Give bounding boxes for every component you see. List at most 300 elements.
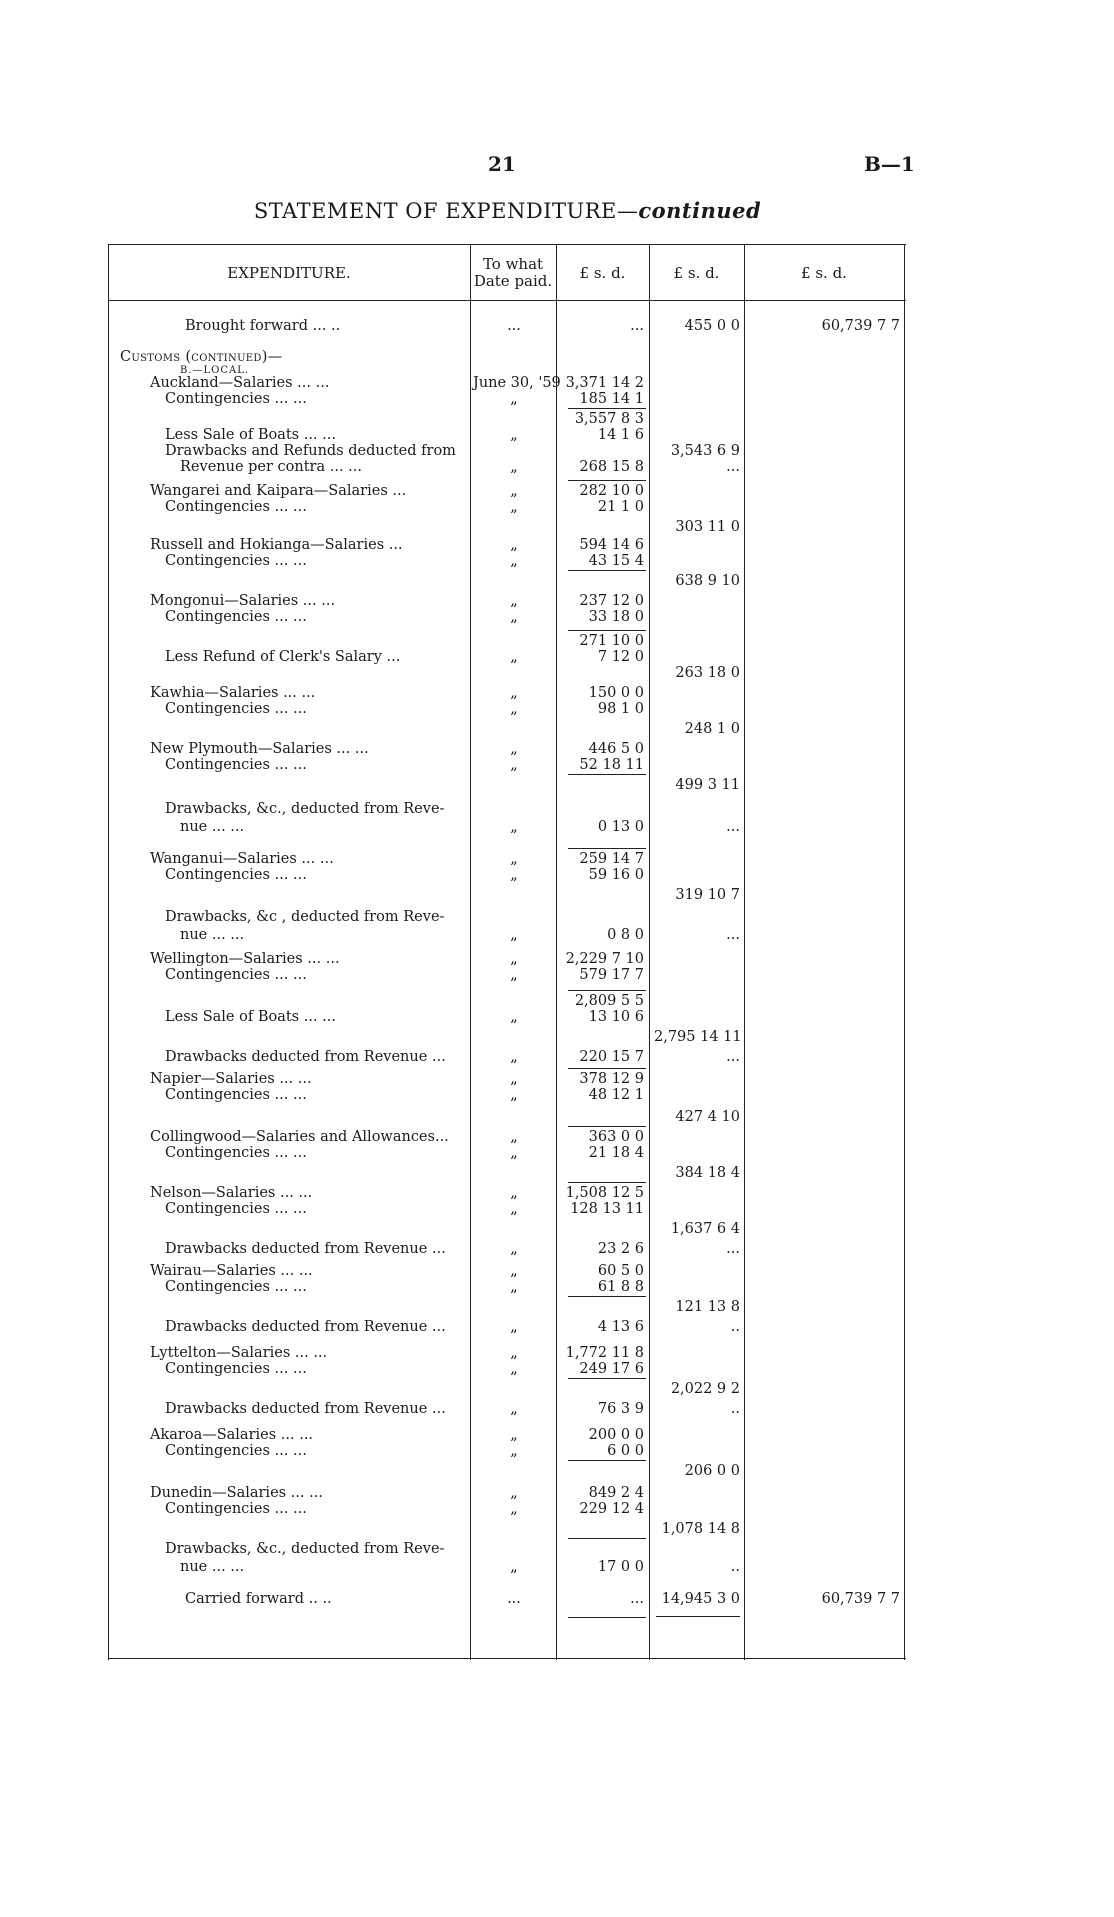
row-amount-col-1: 150 0 0	[588, 685, 644, 701]
row-amount-col-3	[744, 866, 900, 884]
row-amount-col-2: ..	[730, 1401, 740, 1417]
row-date-paid: „	[510, 1087, 518, 1103]
row-description: Contingencies ... ...	[165, 1087, 307, 1103]
subtotal-rule	[568, 1378, 646, 1379]
row-description: Revenue per contra ... ...	[180, 459, 363, 475]
row-amount-col-3	[744, 572, 900, 590]
subtotal-rule	[568, 1126, 646, 1127]
row-amount-col-2	[654, 1200, 740, 1218]
row-description	[120, 1028, 500, 1046]
row-amount-col-2: 1,078 14 8	[661, 1521, 740, 1537]
header-col-3: £ s. d.	[801, 263, 847, 282]
row-amount-col-3	[744, 664, 900, 682]
row-amount-col-1: 0 8 0	[607, 927, 644, 943]
row-description: Akaroa—Salaries ... ...	[150, 1427, 314, 1443]
row-amount-col-1	[558, 1380, 644, 1398]
table-row	[108, 776, 906, 794]
row-amount-col-1: 3,371 14 2	[565, 375, 644, 391]
subtotal-rule	[568, 408, 646, 409]
row-amount-col-1	[558, 886, 644, 904]
row-description: Drawbacks, &c., deducted from Reve-	[165, 1541, 445, 1557]
row-description: Drawbacks deducted from Revenue ...	[165, 1241, 446, 1257]
row-amount-col-3	[744, 1220, 900, 1238]
row-date-paid: „	[510, 1443, 518, 1459]
row-amount-col-3	[744, 1240, 900, 1258]
table-row	[108, 1400, 906, 1418]
row-description: Nelson—Salaries ... ...	[150, 1185, 313, 1201]
row-amount-col-1: 21 18 4	[588, 1145, 644, 1161]
row-amount-col-2: 2,795 14 11	[654, 1029, 742, 1045]
row-description: Customs (continued)—	[120, 349, 283, 365]
row-description: Wangarei and Kaipara—Salaries ...	[150, 483, 407, 499]
row-description: Contingencies ... ...	[165, 867, 307, 883]
row-amount-col-2: 455 0 0	[684, 318, 740, 334]
row-amount-col-1: 52 18 11	[579, 757, 644, 773]
row-amount-col-1	[558, 1298, 644, 1316]
row-amount-col-2: 14,945 3 0	[661, 1591, 740, 1607]
row-amount-col-1: 2,809 5 5	[574, 993, 644, 1009]
row-description: Napier—Salaries ... ...	[150, 1071, 312, 1087]
row-amount-col-3	[744, 1200, 900, 1218]
row-date-paid: „	[510, 649, 518, 665]
row-amount-col-2	[654, 498, 740, 516]
row-date-paid: „	[510, 1427, 518, 1443]
row-amount-col-3	[744, 908, 900, 926]
row-amount-col-2	[654, 908, 740, 926]
row-date-paid: „	[510, 593, 518, 609]
row-amount-col-1: 220 15 7	[579, 1049, 644, 1065]
row-description: Contingencies ... ...	[165, 391, 307, 407]
row-amount-col-1: 259 14 7	[579, 851, 644, 867]
page-number: 21	[488, 152, 516, 176]
table-row	[108, 1298, 906, 1316]
row-date-paid	[473, 1028, 555, 1046]
table-row	[108, 966, 906, 984]
row-amount-col-3	[744, 518, 900, 536]
row-description: Collingwood—Salaries and Allowances...	[150, 1129, 449, 1145]
row-description: Less Sale of Boats ... ...	[165, 427, 336, 443]
row-amount-col-1: 1,508 12 5	[565, 1185, 644, 1201]
row-amount-col-2: 499 3 11	[675, 777, 740, 793]
row-amount-col-2: 303 11 0	[675, 519, 740, 535]
row-description: Contingencies ... ...	[165, 1279, 307, 1295]
table-row	[108, 1240, 906, 1258]
row-amount-col-3	[744, 1462, 900, 1480]
row-date-paid: „	[510, 1241, 518, 1257]
row-amount-col-1	[558, 776, 644, 794]
subtotal-rule	[568, 774, 646, 775]
table-row	[108, 498, 906, 516]
subtotal-rule	[568, 990, 646, 991]
table-row	[108, 458, 906, 476]
header-col-1: £ s. d.	[579, 263, 626, 282]
row-date-paid	[473, 572, 555, 590]
row-amount-col-3	[744, 1360, 900, 1378]
row-date-paid	[473, 1108, 555, 1126]
row-amount-col-2: ...	[726, 1049, 740, 1065]
row-amount-col-1: 128 13 11	[570, 1201, 644, 1217]
row-amount-col-1: 229 12 4	[579, 1501, 644, 1517]
header-date-line-2: Date paid.	[473, 272, 553, 290]
row-amount-col-1: 446 5 0	[588, 741, 644, 757]
sum-rule	[568, 1617, 646, 1618]
title-continued: continued	[638, 198, 762, 223]
row-amount-col-1	[558, 1462, 644, 1480]
row-date-paid: „	[510, 1049, 518, 1065]
row-amount-col-2	[654, 552, 740, 570]
row-description: Brought forward ... ..	[185, 318, 341, 334]
subtotal-rule	[568, 1182, 646, 1183]
row-date-paid	[473, 1462, 555, 1480]
row-amount-col-3	[744, 1164, 900, 1182]
table-row	[108, 1048, 906, 1066]
row-amount-col-3	[744, 1278, 900, 1296]
table-row	[108, 720, 906, 738]
page-title	[0, 198, 1015, 223]
row-amount-col-1: 43 15 4	[588, 553, 644, 569]
row-amount-col-1	[558, 1028, 644, 1046]
table-row	[108, 1200, 906, 1218]
row-date-paid: „	[510, 1129, 518, 1145]
row-amount-col-2: ...	[726, 1241, 740, 1257]
row-amount-col-1: 3,557 8 3	[574, 411, 644, 427]
table-row	[108, 1108, 906, 1126]
table-row	[108, 518, 906, 536]
row-description: Contingencies ... ...	[165, 499, 307, 515]
table-row	[108, 1220, 906, 1238]
row-date-paid: „	[510, 1345, 518, 1361]
row-amount-col-3: 60,739 7 7	[821, 318, 900, 334]
row-amount-col-1	[558, 908, 644, 926]
row-amount-col-2	[654, 966, 740, 984]
row-description: nue ... ...	[180, 1559, 245, 1575]
row-amount-col-2	[654, 800, 740, 818]
row-amount-col-3	[744, 1500, 900, 1518]
row-amount-col-2: ..	[730, 1559, 740, 1575]
row-amount-col-1	[558, 800, 644, 818]
row-amount-col-3	[744, 926, 900, 944]
row-description: Contingencies ... ...	[165, 553, 307, 569]
row-date-paid: „	[510, 537, 518, 553]
table-row	[108, 317, 906, 335]
row-amount-col-3	[744, 608, 900, 626]
row-amount-col-3	[744, 1558, 900, 1576]
row-description: Drawbacks, &c., deducted from Reve-	[165, 801, 445, 817]
row-amount-col-3	[744, 1028, 900, 1046]
row-amount-col-1: 23 2 6	[597, 1241, 644, 1257]
row-amount-col-2: 319 10 7	[675, 887, 740, 903]
table-row	[108, 572, 906, 590]
row-amount-col-3	[744, 1380, 900, 1398]
subtotal-rule	[568, 1068, 646, 1069]
row-amount-col-3	[744, 458, 900, 476]
table-row	[108, 1520, 906, 1538]
row-amount-col-3	[744, 966, 900, 984]
row-description: Drawbacks deducted from Revenue ...	[165, 1401, 446, 1417]
row-amount-col-2	[654, 1278, 740, 1296]
row-date-paid: „	[510, 685, 518, 701]
row-amount-col-1: 849 2 4	[588, 1485, 644, 1501]
page-reference: B—1	[864, 152, 915, 176]
row-date-paid: „	[510, 757, 518, 773]
row-date-paid: ...	[507, 318, 521, 334]
row-description: Contingencies ... ...	[165, 1201, 307, 1217]
row-date-paid	[473, 720, 555, 738]
row-amount-col-2: 638 9 10	[675, 573, 740, 589]
row-date-paid: „	[510, 1145, 518, 1161]
row-description: Mongonui—Salaries ... ...	[150, 593, 336, 609]
row-date-paid: „	[510, 1559, 518, 1575]
row-amount-col-2	[654, 390, 740, 408]
row-amount-col-1: 0 13 0	[597, 819, 644, 835]
row-description: Wairau—Salaries ... ...	[150, 1263, 313, 1279]
row-amount-col-1: 249 17 6	[579, 1361, 644, 1377]
row-date-paid: „	[510, 1009, 518, 1025]
row-amount-col-1: 271 10 0	[579, 633, 644, 649]
table-top-rule	[108, 244, 906, 245]
table-row	[108, 1380, 906, 1398]
table-row	[108, 1164, 906, 1182]
table-row	[108, 552, 906, 570]
table-row	[108, 800, 906, 818]
row-amount-col-2	[654, 1144, 740, 1162]
table-row	[108, 908, 906, 926]
row-amount-col-3	[744, 1318, 900, 1336]
table-row	[108, 1590, 906, 1608]
row-amount-col-3	[744, 1008, 900, 1026]
row-amount-col-3	[744, 1442, 900, 1460]
row-amount-col-2: 248 1 0	[684, 721, 740, 737]
row-date-paid: „	[510, 951, 518, 967]
row-amount-col-2: 2,022 9 2	[670, 1381, 740, 1397]
row-description: nue ... ...	[180, 819, 245, 835]
title-main: STATEMENT OF EXPENDITURE—	[253, 199, 639, 223]
row-date-paid: „	[510, 427, 518, 443]
row-description: Contingencies ... ...	[165, 609, 307, 625]
row-description: Wanganui—Salaries ... ...	[150, 851, 334, 867]
row-amount-col-2: 3,543 6 9	[670, 443, 740, 459]
subtotal-rule	[568, 848, 646, 849]
row-date-paid: „	[510, 701, 518, 717]
table-bottom-rule	[108, 1658, 906, 1659]
row-date-paid: „	[510, 867, 518, 883]
row-amount-col-1: 6 0 0	[607, 1443, 644, 1459]
row-amount-col-1: 13 10 6	[588, 1009, 644, 1025]
row-amount-col-3	[744, 1520, 900, 1538]
row-amount-col-1	[558, 1540, 644, 1558]
row-date-paid: „	[510, 927, 518, 943]
row-amount-col-3: 60,739 7 7	[821, 1591, 900, 1607]
row-amount-col-2: ...	[726, 819, 740, 835]
table-row	[108, 866, 906, 884]
row-description: Carried forward .. ..	[185, 1591, 332, 1607]
row-amount-col-1: 61 8 8	[597, 1279, 644, 1295]
table-row	[108, 1086, 906, 1104]
row-amount-col-1: 76 3 9	[597, 1401, 644, 1417]
row-date-paid: „	[510, 819, 518, 835]
row-amount-col-1: 594 14 6	[579, 537, 644, 553]
row-description: Contingencies ... ...	[165, 1361, 307, 1377]
row-amount-col-3	[744, 390, 900, 408]
row-amount-col-1	[558, 664, 644, 682]
row-description: Drawbacks deducted from Revenue ...	[165, 1049, 446, 1065]
row-amount-col-2: 427 4 10	[675, 1109, 740, 1125]
row-description: Russell and Hokianga—Salaries ...	[150, 537, 403, 553]
row-amount-col-3	[744, 1400, 900, 1418]
row-date-paid: „	[510, 1361, 518, 1377]
row-description: Lyttelton—Salaries ... ...	[150, 1345, 328, 1361]
subtotal-rule	[568, 1296, 646, 1297]
row-amount-col-1	[558, 518, 644, 536]
row-amount-col-3	[744, 756, 900, 774]
row-amount-col-1	[558, 1220, 644, 1238]
subtotal-rule	[568, 570, 646, 571]
row-description: nue ... ...	[180, 927, 245, 943]
row-description: Less Sale of Boats ... ...	[165, 1009, 336, 1025]
row-amount-col-2	[654, 608, 740, 626]
row-date-paid	[473, 518, 555, 536]
row-amount-col-2: 263 18 0	[675, 665, 740, 681]
row-description	[120, 1462, 500, 1480]
row-date-paid	[473, 1298, 555, 1316]
row-description	[120, 776, 500, 794]
expenditure-table	[108, 244, 906, 1660]
row-amount-col-2: 1,637 6 4	[670, 1221, 740, 1237]
row-amount-col-3	[744, 1048, 900, 1066]
row-date-paid: „	[510, 459, 518, 475]
table-row	[108, 1278, 906, 1296]
header-date-paid	[470, 250, 556, 296]
row-description	[120, 1380, 500, 1398]
header-expenditure: EXPENDITURE.	[227, 263, 351, 282]
table-row	[108, 1028, 906, 1046]
row-date-paid	[473, 1164, 555, 1182]
row-amount-col-1: 33 18 0	[588, 609, 644, 625]
row-date-paid	[473, 800, 555, 818]
table-row	[108, 1360, 906, 1378]
table-row	[108, 886, 906, 904]
row-description: Auckland—Salaries ... ...	[150, 375, 330, 391]
row-description: Kawhia—Salaries ... ...	[150, 685, 316, 701]
row-amount-col-1: 200 0 0	[588, 1427, 644, 1443]
row-amount-col-2	[654, 1086, 740, 1104]
row-amount-col-3	[744, 1108, 900, 1126]
row-amount-col-3	[744, 700, 900, 718]
row-description: Contingencies ... ...	[165, 1145, 307, 1161]
row-description	[120, 1520, 500, 1538]
row-amount-col-3	[744, 1144, 900, 1162]
row-amount-col-1: 14 1 6	[597, 427, 644, 443]
table-row	[108, 1442, 906, 1460]
row-amount-col-1: 4 13 6	[597, 1319, 644, 1335]
row-amount-col-1: 48 12 1	[588, 1087, 644, 1103]
table-row	[108, 818, 906, 836]
row-amount-col-1: 282 10 0	[579, 483, 644, 499]
row-amount-col-1: 98 1 0	[597, 701, 644, 717]
row-amount-col-1: 2,229 7 10	[565, 951, 644, 967]
row-date-paid: „	[510, 1263, 518, 1279]
row-amount-col-1: 60 5 0	[597, 1263, 644, 1279]
header-col-2: £ s. d.	[673, 263, 720, 282]
total-rule	[656, 1616, 740, 1617]
row-description: Drawbacks, &c , deducted from Reve-	[165, 909, 445, 925]
row-amount-col-2	[654, 1540, 740, 1558]
table-row	[108, 1008, 906, 1026]
row-amount-col-1: 1,772 11 8	[565, 1345, 644, 1361]
row-date-paid: „	[510, 1319, 518, 1335]
row-date-paid: „	[510, 1501, 518, 1517]
row-description	[120, 1164, 500, 1182]
row-date-paid: „	[510, 1201, 518, 1217]
row-date-paid: „	[510, 391, 518, 407]
table-row	[108, 608, 906, 626]
row-description: New Plymouth—Salaries ... ...	[150, 741, 369, 757]
row-description: Contingencies ... ...	[165, 757, 307, 773]
row-description: Contingencies ... ...	[165, 701, 307, 717]
row-amount-col-1: 185 14 1	[579, 391, 644, 407]
row-date-paid	[473, 776, 555, 794]
row-amount-col-2: 121 13 8	[675, 1299, 740, 1315]
row-amount-col-1: 237 12 0	[579, 593, 644, 609]
row-amount-col-2: ...	[726, 459, 740, 475]
row-description	[120, 1220, 500, 1238]
row-amount-col-3	[744, 1086, 900, 1104]
row-amount-col-2	[654, 1500, 740, 1518]
row-amount-col-1	[558, 1108, 644, 1126]
row-amount-col-3	[744, 1298, 900, 1316]
row-date-paid	[473, 1520, 555, 1538]
table-row	[108, 1540, 906, 1558]
row-amount-col-3	[744, 720, 900, 738]
subtotal-rule	[568, 1538, 646, 1539]
row-amount-col-2	[654, 1008, 740, 1026]
row-description: Contingencies ... ...	[165, 967, 307, 983]
row-amount-col-3	[744, 818, 900, 836]
row-description: Drawbacks deducted from Revenue ...	[165, 1319, 446, 1335]
row-date-paid: „	[510, 609, 518, 625]
row-description: Contingencies ... ...	[165, 1443, 307, 1459]
row-date-paid: „	[510, 967, 518, 983]
row-amount-col-2: ...	[726, 927, 740, 943]
row-amount-col-2	[654, 700, 740, 718]
row-date-paid	[473, 664, 555, 682]
row-amount-col-1: 363 0 0	[588, 1129, 644, 1145]
row-date-paid: „	[510, 1401, 518, 1417]
row-amount-col-2	[654, 756, 740, 774]
row-description: Contingencies ... ...	[165, 1501, 307, 1517]
row-description	[120, 886, 500, 904]
row-amount-col-1	[558, 1164, 644, 1182]
row-date-paid: „	[510, 483, 518, 499]
table-row	[108, 1462, 906, 1480]
row-description	[120, 572, 500, 590]
row-date-paid	[473, 886, 555, 904]
row-amount-col-1: 7 12 0	[597, 649, 644, 665]
table-row	[108, 756, 906, 774]
table-row	[108, 664, 906, 682]
row-date-paid: ...	[507, 1591, 521, 1607]
table-row	[108, 1558, 906, 1576]
table-row	[108, 1500, 906, 1518]
row-amount-col-3	[744, 498, 900, 516]
row-date-paid: June 30, '59	[473, 375, 561, 391]
row-date-paid	[473, 1380, 555, 1398]
subtotal-rule	[568, 1460, 646, 1461]
row-amount-col-1: ...	[630, 1591, 644, 1607]
row-description: Dunedin—Salaries ... ...	[150, 1485, 323, 1501]
row-amount-col-1	[558, 720, 644, 738]
subtotal-rule	[568, 480, 646, 481]
